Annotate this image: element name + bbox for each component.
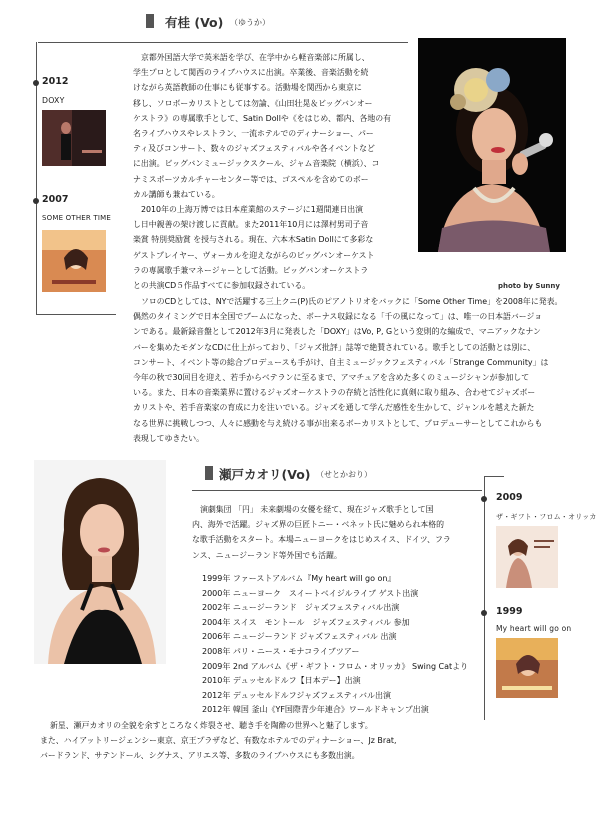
closing-line: バードランド、サテンドール、シグナス、アリエス等、多数のライブハウスにも多数出演。 <box>40 751 360 761</box>
timeline-start <box>484 476 504 477</box>
history-list <box>202 572 482 718</box>
bio-line: 表現してゆきたい。 <box>133 433 205 443</box>
timeline-end <box>36 314 116 315</box>
singer-name-reading: （せとかおり） <box>316 470 372 479</box>
bio-line: コンサート、イベント等の総合プロデュースも手がけ、自主ミュージックフェスティバル「Strange Community」は <box>133 357 549 367</box>
album-title: My heart will go on <box>496 624 572 633</box>
portrait-illustration <box>418 38 566 252</box>
bio-line: ンである。最新録音盤として2012年3月に発表した「DOXY」はVo, P, Gという変則的な編成で、マニアックなナン <box>133 327 541 337</box>
album-cover-art <box>496 638 558 698</box>
bio-line: ラの専属歌手兼マネージャーとして活動。ビッグバンオーケストラ <box>133 265 369 275</box>
timeline-dot <box>33 80 39 86</box>
bio-line: カル講師も兼ねている。 <box>133 189 220 199</box>
bio-line: 学生プロとして関西のライブハウスに出演。卒業後、音楽活動を続 <box>133 68 369 78</box>
history-item: 2006年 ニュージーランド ジャズフェスティバル 出演 <box>202 632 397 642</box>
bio-line: ンス、ニュージーランド等外国でも活躍。 <box>192 550 342 560</box>
singer-name: 有桂 (Vo) <box>165 15 224 30</box>
history-item: 2012年 デュッセルドルフジャズフェスティバル出演 <box>202 690 391 700</box>
bio-line: 演劇集団 「円」 未来劇場の女優を経て、現在ジャズ歌手として国 <box>200 505 434 514</box>
history-item: 2004年 スイス モントール ジャズフェスティバル 参加 <box>202 617 410 627</box>
bio-text-narrow <box>133 50 405 293</box>
album-year: 2012 <box>42 76 69 87</box>
album-title: DOXY <box>42 96 65 105</box>
singer-name-reading: （ゆうか） <box>230 18 270 27</box>
album-cover-art <box>496 526 558 588</box>
history-item: 2009年 2nd アルバム《ザ・ギフト・フロム・オリッカ》 Swing Catより <box>202 661 469 671</box>
closing-line: 新星、瀬戸カオリの全貌を余すところなく炸裂させ、聴き手を陶酔の世界へと魅了します。 <box>50 721 373 730</box>
album-title: ザ・ギフト・フロム・オリッカ <box>496 513 597 521</box>
album-cover-doxy <box>42 110 106 166</box>
album-cover-art <box>42 110 106 166</box>
album-year: 1999 <box>496 606 523 617</box>
bio-text-wide <box>133 294 573 446</box>
bio-line: 京都外国語大学で英米語を学び、在学中から軽音楽部に所属し、 <box>141 53 370 62</box>
bio-text-kaori <box>192 502 474 563</box>
timeline-dot <box>481 610 487 616</box>
bio-line: 2010年の上海万博では日本産業館のステージに1週間連日出演 <box>141 205 364 215</box>
bio-line: ケストラ》の専属歌手として、Satin Dollや《をはじめ、都内、各地の有 <box>133 113 392 123</box>
bio-line: 名ライブハウスやレストラン、一流ホテルでのディナーショー、パー <box>133 129 374 139</box>
bio-line: けながら英語教師の仕事にも従事する。活動場を関西から東京に <box>133 83 362 93</box>
bio-line: いる。また、日本の音楽業界に置けるジャズオーケストラの存続と活性化に真剣に取り組み、合わせてジャズボー <box>133 388 536 398</box>
bio-line: 今年の秋で30回目を迎え、若手からベテランに至るまで、アマチュアを含めた多くのミュージシャンが参加して <box>133 373 530 383</box>
header-rule <box>38 42 408 43</box>
timeline-dot <box>33 198 39 204</box>
bio-line: との共演CD５作品すべてに参加収録されている。 <box>133 281 311 291</box>
bio-line: ソロのCDとしては、NYで活躍する三上クニ(P)氏のピアノトリオをバックに「Some Other Time」を2008年に発表。 <box>141 297 563 306</box>
portrait-photo-kaori <box>34 460 166 664</box>
history-item: 2000年 ニューヨーク スイートベイジルライブ ゲスト出演 <box>202 588 419 598</box>
bio-line: カリストや、若手音楽家の育成に力を注いでいる。ジャズを通して学んだ感性を生かして、ジャンルを越えた新た <box>133 403 535 413</box>
bio-line: ゲストプレイヤー、ヴォーカルを迎えながらのビッグバンオーケスト <box>133 250 375 260</box>
album-cover-the-gift <box>496 526 558 588</box>
header-rule <box>192 490 482 491</box>
bio-line: ナミスポーツカルチャーセンター等では、ゴスペルを含めてのボー <box>133 174 369 184</box>
bio-line: 楽賞 特別奨励賞 を授与される。現在、六本木Satin Dollにて多彩な <box>133 235 374 245</box>
history-item: 2002年 ニュージーランド ジャズフェスティバル出演 <box>202 603 400 613</box>
portrait-photo-yuka <box>418 38 566 252</box>
photo-credit: photo by Sunny <box>498 282 560 290</box>
album-year: 2007 <box>42 194 69 205</box>
bio-line: に出演。ビッグバンミュージックスクール、ジャム音楽院（横浜）、コ <box>133 159 380 169</box>
section-marker-bar <box>205 466 213 480</box>
closing-line: また、ハイアットリージェンシー東京、京王プラザなど、有数なホテルでのディナーショー、Jz Brat, <box>40 736 397 746</box>
album-cover-art <box>42 230 106 292</box>
closing-text <box>40 718 560 764</box>
album-title: SOME OTHER TIME <box>42 214 112 222</box>
history-item: 2012年 韓国 釜山《YF国際青少年連合》ワールドキャンプ出演 <box>202 705 429 715</box>
bio-line: バーを集めたモダンなCDに仕上がっており、「ジャズ批評」誌等で絶賛されている。歌手としての活動とは別に、 <box>133 342 536 352</box>
portrait-illustration <box>34 460 166 664</box>
singer-name: 瀬戸カオリ(Vo) <box>219 467 311 482</box>
bio-line: 内、海外で活躍。ジャズ界の巨匠トニー・ベネット氏に魅められ本格的 <box>192 520 445 530</box>
bio-line: 偶然のタイミングで日本全国でブームになった、ボーナス収録になる「千の風になって」は、唯一の日本語バージョ <box>133 312 543 322</box>
album-cover-some-other-time <box>42 230 106 292</box>
album-year: 2009 <box>496 492 523 503</box>
bio-line: し日中親善の架け渡しに貢献。また2011年10月には澤村男司子音 <box>133 220 369 230</box>
bio-line: ティ及びコンサート、数々のジャズフェスティバルや各イベントなど <box>133 144 375 154</box>
album-cover-my-heart-will-go-on <box>496 638 558 698</box>
bio-line: 移し、ソロボーカリストとしては勿論、《山田壮晃＆ビッグバンオー <box>133 98 373 108</box>
timeline-dot <box>481 496 487 502</box>
section-marker-bar <box>146 14 154 28</box>
bio-line: なる世界に挑戦しつつ、人々に感動を与え続ける事が出来るボーカリストとして、プロデューサーとしてこれからも <box>133 418 543 428</box>
history-item: 1999年 ファーストアルバム『My heart will go on』 <box>202 574 396 583</box>
bio-line: な歌手活動をスタート。本場ニューヨークをはじめスイス、ドイツ、フラ <box>192 535 451 545</box>
timeline-line <box>484 476 485 720</box>
history-item: 2010年 デュッセルドルフ【日本デー】出演 <box>202 676 361 686</box>
history-item: 2008年 パリ・ニース・モナコライブツアー <box>202 646 360 656</box>
